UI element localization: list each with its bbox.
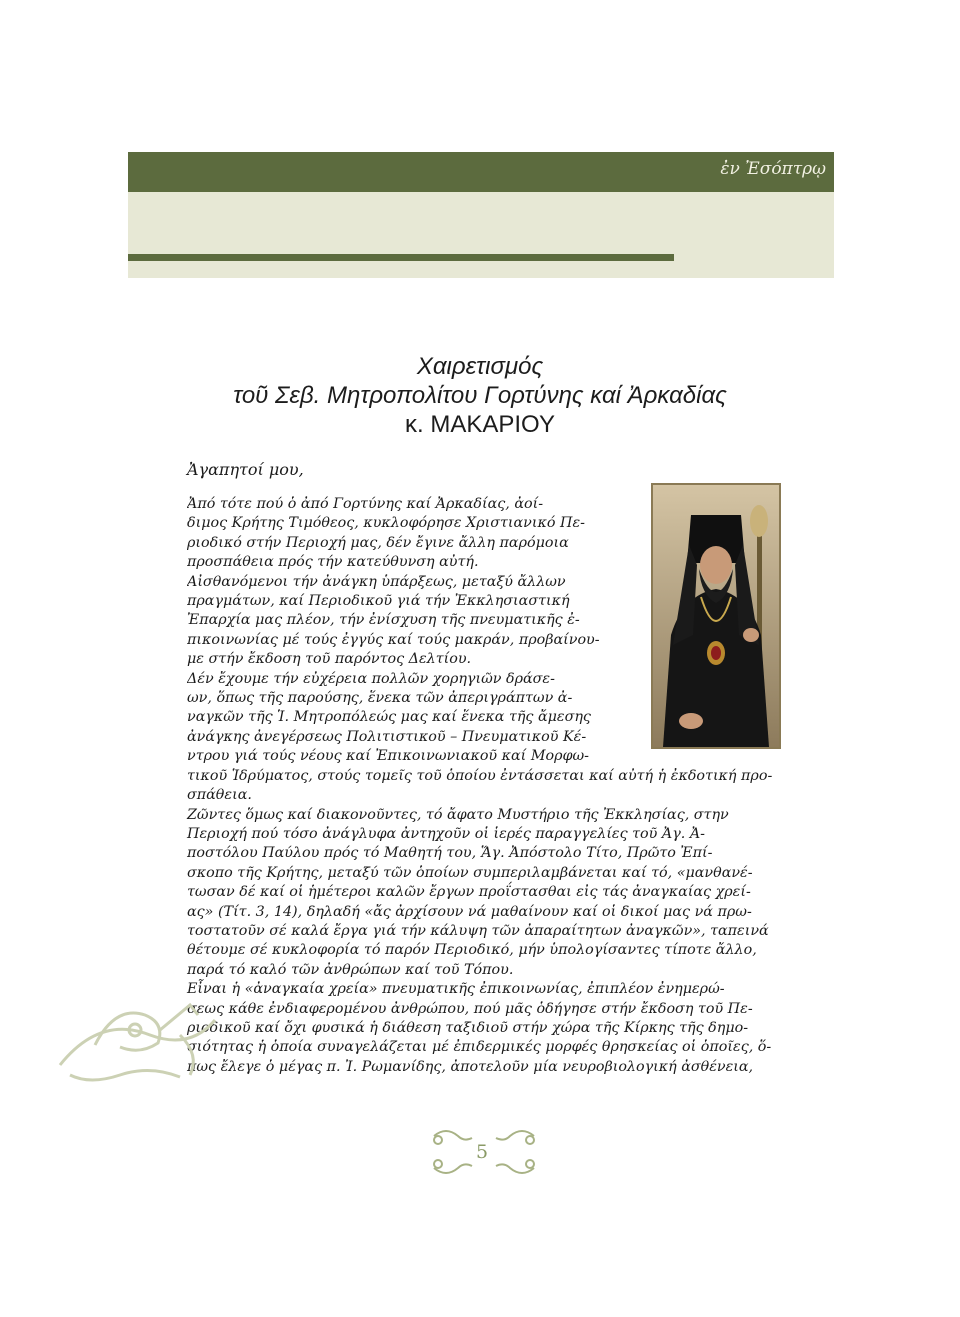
body-line: Ζῶντες ὅμως καί διακονοῦντες, τό ἄφατο Μυστήριο τῆς Ἐκκλησίας, στην — [187, 806, 729, 823]
title-line-3: κ. ΜΑΚΑΡΙΟΥ — [405, 411, 555, 438]
body-line: σκοπο τῆς Κρήτης, μεταξύ τῶν ὁποίων συμπεριλαμβάνεται καί τό, «μανθανέ- — [187, 864, 753, 881]
article-body — [187, 495, 777, 1077]
body-line: τωσαν δέ καί οἱ ἡμέτεροι καλῶν ἔργων προΐστασθαι εἰς τάς ἀναγκαίας χρεί- — [187, 884, 751, 901]
body-line: σεως κάθε ἐνδιαφερομένου ἀνθρώπου, πού μᾶς ὁδήγησε στήν ἔκδοση τοῦ Πε- — [187, 1000, 753, 1017]
header-rule — [128, 254, 674, 261]
body-line: διμος Κρήτης Τιμόθεος, κυκλοφόρησε Χριστιανικό Πε- — [187, 515, 585, 532]
body-line: Δέν ἔχουμε τήν εὐχέρεια πολλῶν χορηγιῶν δράσε- — [187, 670, 555, 687]
body-line: Ἐπαρχία μας πλέον, τήν ἐνίσχυση τῆς πνευματικῆς ἐ- — [187, 612, 580, 629]
body-line: παρά τό καλό τῶν ἀνθρώπων καί τοῦ Τόπου. — [187, 961, 514, 978]
body-line: πως ἔλεγε ὁ μέγας π. Ἰ. Ρωμανίδης, ἀποτελοῦν μία νευροβιολογική ἀσθένεια, — [187, 1058, 754, 1075]
body-line: Αἰσθανόμενοι τήν ἀνάγκη ὑπάρξεως, μεταξύ ἄλλων — [187, 573, 566, 590]
bird-vine-ornament-icon — [40, 975, 240, 1095]
body-line: προσπάθεια πρός τήν κατεύθυνση αὐτή. — [187, 554, 479, 571]
greeting: Ἀγαπητοί μου, — [187, 460, 304, 479]
body-line: πραγμάτων, καί Περιοδικοῦ γιά τήν Ἐκκλησιαστική — [187, 593, 570, 610]
header-bar — [128, 152, 834, 192]
body-line: Περιοχή πού τόσο ἀνάγλυφα ἀντηχοῦν οἱ ἱερές παραγγελίες τοῦ Ἀγ. Ἀ- — [187, 825, 706, 842]
body-line: ας» (Τίτ. 3, 14), δηλαδή «ἄς ἀρχίσουν νά μαθαίνουν καί οἱ δικοί μας νά πρω- — [187, 903, 752, 920]
body-line: τικοῦ Ἱδρύματος, στούς τομεῖς τοῦ ὁποίου ἐντάσσεται καί αὐτή ἡ ἐκδοτική προ- — [187, 767, 773, 784]
title-line-2: τοῦ Σεβ. Μητροπολίτου Γορτύνης καί Ἀρκαδίας — [233, 382, 727, 409]
body-line: με στήν ἔκδοση τοῦ παρόντος Δελτίου. — [187, 651, 472, 668]
body-line: ριοδικό στήν Περιοχή μας, δέν ἔγινε ἄλλη παρόμοια — [187, 534, 569, 551]
body-line: Εἶναι ἡ «ἀναγκαία χρεία» πνευματικῆς ἐπικοινωνίας, ἐπιπλέον ἐνημερώ- — [187, 981, 725, 998]
body-line: τοστατοῦν σέ καλά ἔργα γιά τήν κάλυψη τῶν ἀπαραίτητων ἀναγκῶν», ταπεινά — [187, 922, 769, 939]
body-line: Ἀπό τότε πού ὁ ἀπό Γορτύνης καί Ἀρκαδίας, ἀοί- — [187, 496, 544, 512]
body-line: ναγκῶν τῆς Ἱ. Μητροπόλεώς μας καί ἕνεκα τῆς ἄμεσης — [187, 709, 591, 726]
body-line: θέτουμε σέ κυκλοφορία τό παρόν Περιοδικό, μήν ὑπολογίσαντες τίποτε ἄλλο, — [187, 942, 757, 959]
body-line: σιότητας ἡ ὁποία συναγελάζεται μέ ἐπιδερμικές μορφές θρησκείας οἱ ὁποῖες, ὅ- — [187, 1039, 772, 1056]
title-line-1: Χαιρετισμός — [416, 353, 544, 380]
body-line: ριοδικοῦ καί ὄχι φυσικά ἡ διάθεση ταξιδιοῦ στήν χώρα τῆς Κίρκης τῆς δημο- — [187, 1019, 749, 1036]
article-title — [200, 352, 760, 439]
page-number: 5 — [475, 1141, 489, 1163]
body-line: ἀνάγκης ἀνεγέρσεως Πολιτιστικοῦ – Πνευματικοῦ Κέ- — [187, 728, 587, 745]
section-label: ἐν Ἐσόπτρῳ — [720, 159, 826, 179]
body-line: ων, ὅπως τῆς παρούσης, ἕνεκα τῶν ἀπεριγράπτων ἀ- — [187, 690, 573, 707]
body-line: πικοινωνίας μέ τούς ἐγγύς καί τούς μακράν, προβαίνου- — [187, 631, 600, 648]
body-line: ποστόλου Παύλου πρός τό Μαθητή του, Ἅγ. Ἀπόστολο Τίτο, Πρῶτο Ἐπί- — [187, 845, 713, 862]
body-line: ντρου γιά τούς νέους καί Ἐπικοινωνιακοῦ καί Μορφω- — [187, 748, 589, 765]
body-line: σπάθεια. — [187, 787, 252, 804]
